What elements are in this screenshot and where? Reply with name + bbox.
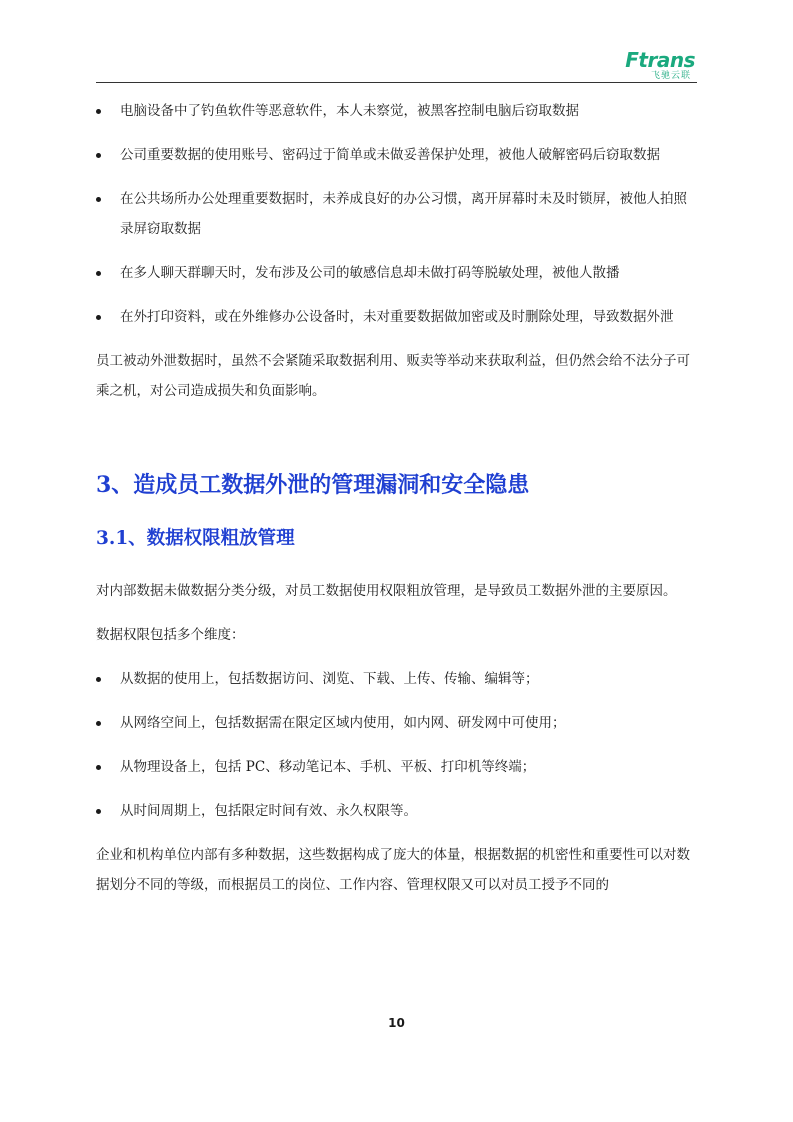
bullet-icon [96, 109, 101, 114]
bullet-icon [96, 721, 101, 726]
bullet-icon [96, 677, 101, 682]
bullet-icon [96, 271, 101, 276]
list-item [96, 258, 700, 288]
list-item-text: 从数据的使用上，包括数据访问、浏览、下载、上传、传输、编辑等； [120, 671, 539, 687]
paragraph: 企业和机构单位内部有多种数据，这些数据构成了庞大的体量，根据数据的机密性和重要性可以对数据划分不同的等级，而根据员工的岗位、工作内容、管理权限又可以对员工授予不同的 [96, 847, 690, 893]
logo-subtitle: 飞驰云联 [650, 71, 691, 81]
list-item-text: 从物理设备上，包括 PC、移动笔记本、手机、平板、打印机等终端； [120, 759, 536, 775]
paragraph: 对内部数据未做数据分类分级，对员工数据使用权限粗放管理，是导致员工数据外泄的主要原因。 [96, 583, 677, 599]
paragraph: 数据权限包括多个维度： [96, 627, 245, 643]
list-item-text: 在公共场所办公处理重要数据时，未养成良好的办公习惯，离开屏幕时未及时锁屏，被他人拍照录屏窃取数据 [120, 191, 687, 237]
bullet-icon [96, 197, 101, 202]
list-item-text: 从网络空间上，包括数据需在限定区域内使用，如内网、研发网中可使用； [120, 715, 566, 731]
list-item-text: 在多人聊天群聊天时，发布涉及公司的敏感信息却未做打码等脱敏处理，被他人散播 [120, 265, 620, 281]
bullet-list-bottom [96, 664, 700, 826]
section-heading: 3、造成员工数据外泄的管理漏洞和安全隐患 [96, 472, 530, 498]
bullet-icon [96, 765, 101, 770]
header-divider [96, 82, 697, 83]
list-item-text: 在外打印资料，或在外维修办公设备时，未对重要数据做加密或及时删除处理，导致数据外泄 [120, 309, 674, 325]
list-item [96, 752, 700, 782]
list-item [96, 184, 700, 244]
list-item-text: 公司重要数据的使用账号、密码过于简单或未做妥善保护处理，被他人破解密码后窃取数据 [120, 147, 660, 163]
list-item [96, 302, 700, 332]
page-content [96, 96, 700, 914]
list-item [96, 708, 700, 738]
list-item [96, 96, 700, 126]
brand-logo [585, 50, 695, 82]
bullet-list-top [96, 96, 700, 332]
page-number: 10 [388, 1016, 405, 1030]
list-item [96, 140, 700, 170]
list-item-text: 电脑设备中了钓鱼软件等恶意软件，本人未察觉，被黑客控制电脑后窃取数据 [120, 103, 579, 119]
logo-text: Ftrans [625, 48, 695, 72]
bullet-icon [96, 315, 101, 320]
list-item [96, 664, 700, 694]
paragraph: 员工被动外泄数据时，虽然不会紧随采取数据利用、贩卖等举动来获取利益，但仍然会给不法分子可乘之机，对公司造成损失和负面影响。 [96, 353, 690, 399]
bullet-icon [96, 153, 101, 158]
subsection-heading: 3.1、数据权限粗放管理 [96, 528, 295, 549]
list-item [96, 796, 700, 826]
list-item-text: 从时间周期上，包括限定时间有效、永久权限等。 [120, 803, 417, 819]
bullet-icon [96, 809, 101, 814]
